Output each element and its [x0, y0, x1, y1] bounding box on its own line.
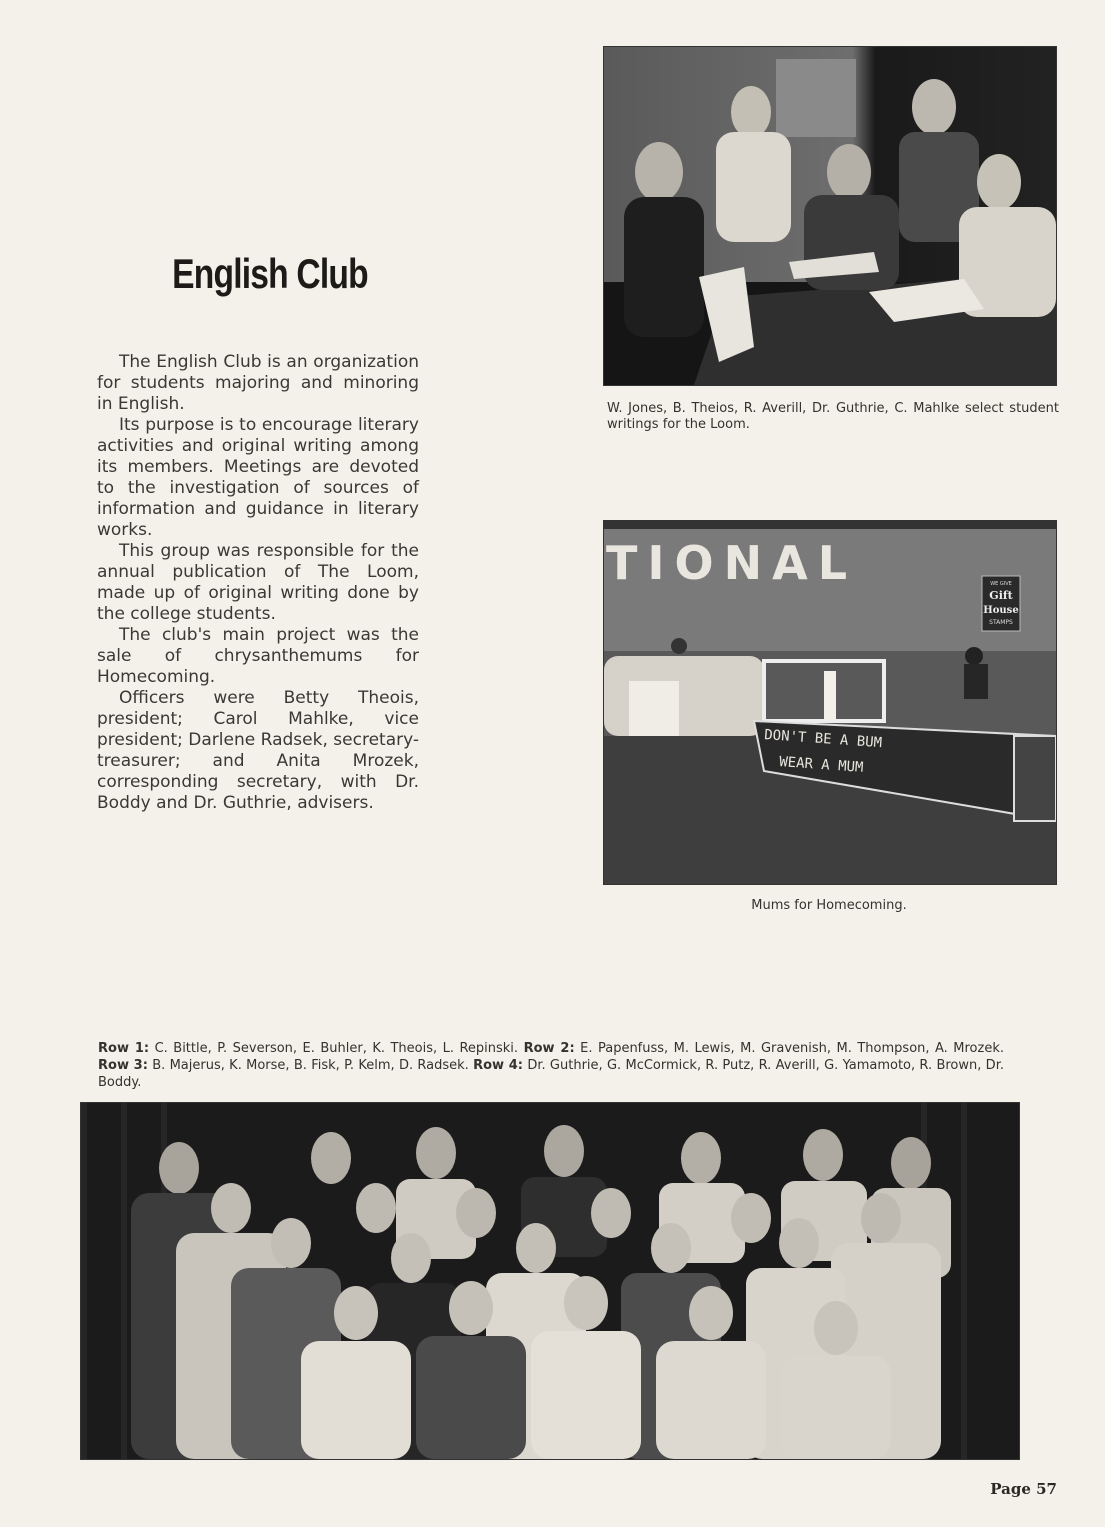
homecoming-float-caption: Mums for Homecoming. — [751, 898, 907, 913]
group-roster — [98, 1040, 1004, 1091]
row-2-names: E. Papenfuss, M. Lewis, M. Gravenish, M. Thompson, A. Mrozek. — [580, 1041, 1004, 1056]
group-portrait-photo-art — [81, 1103, 1019, 1459]
row-2-label: Row 2: — [523, 1041, 575, 1056]
row-1-names: C. Bittle, P. Severson, E. Buhler, K. Theois, L. Repinski. — [154, 1041, 519, 1056]
group-portrait-photo — [80, 1102, 1020, 1460]
paragraph-1: The English Club is an organization for students majoring and minoring in English. — [97, 352, 419, 414]
row-3-label: Row 3: — [98, 1058, 148, 1073]
homecoming-float-photo-art — [604, 521, 1056, 884]
paragraph-5: Officers were Betty Theois, president; Carol Mahlke, vice president; Darlene Radsek, secretary-treasurer; and Anita Mrozek, corresponding secretary, with Dr. Boddy and Dr. Guthrie, advisers. — [97, 688, 419, 813]
float-banner-line-1: DON'T BE A BUM — [763, 727, 883, 752]
building-sign-text: TIONAL — [606, 536, 858, 590]
paragraph-3: This group was responsible for the annual publication of The Loom, made up of original writing done by the college students. — [97, 541, 419, 624]
paragraph-4: The club's main project was the sale of chrysanthemums for Homecoming. — [97, 625, 419, 687]
club-meeting-photo-art — [604, 47, 1056, 385]
stamps-sign-line-2: Gift — [989, 589, 1013, 602]
stamps-sign-line-1: WE GIVE — [990, 581, 1012, 587]
float-banner-line-2: WEAR A MUM — [778, 754, 864, 776]
row-1-label: Row 1: — [98, 1041, 150, 1056]
page-title: English Club — [172, 250, 368, 297]
club-meeting-photo — [603, 46, 1057, 386]
stamps-sign-line-3: House — [983, 605, 1019, 616]
club-meeting-caption: W. Jones, B. Theios, R. Averill, Dr. Guthrie, C. Mahlke select student writings for the Loom. — [607, 401, 1059, 432]
stamps-sign-line-4: STAMPS — [989, 619, 1013, 626]
paragraph-2: Its purpose is to encourage literary activities and original writing among its members. Meetings are devoted to the investigation of sources of information and guidance in literary works. — [97, 415, 419, 540]
page-number: Page 57 — [990, 1480, 1057, 1498]
row-4-label: Row 4: — [473, 1058, 524, 1073]
article-body — [97, 352, 419, 814]
row-3-names: B. Majerus, K. Morse, B. Fisk, P. Kelm, D. Radsek. — [152, 1058, 469, 1073]
row-4-names: Dr. Guthrie, G. McCormick, R. Putz, R. Averill, G. Yamamoto, R. Brown, Dr. Boddy. — [98, 1058, 1004, 1090]
homecoming-float-photo — [603, 520, 1057, 885]
